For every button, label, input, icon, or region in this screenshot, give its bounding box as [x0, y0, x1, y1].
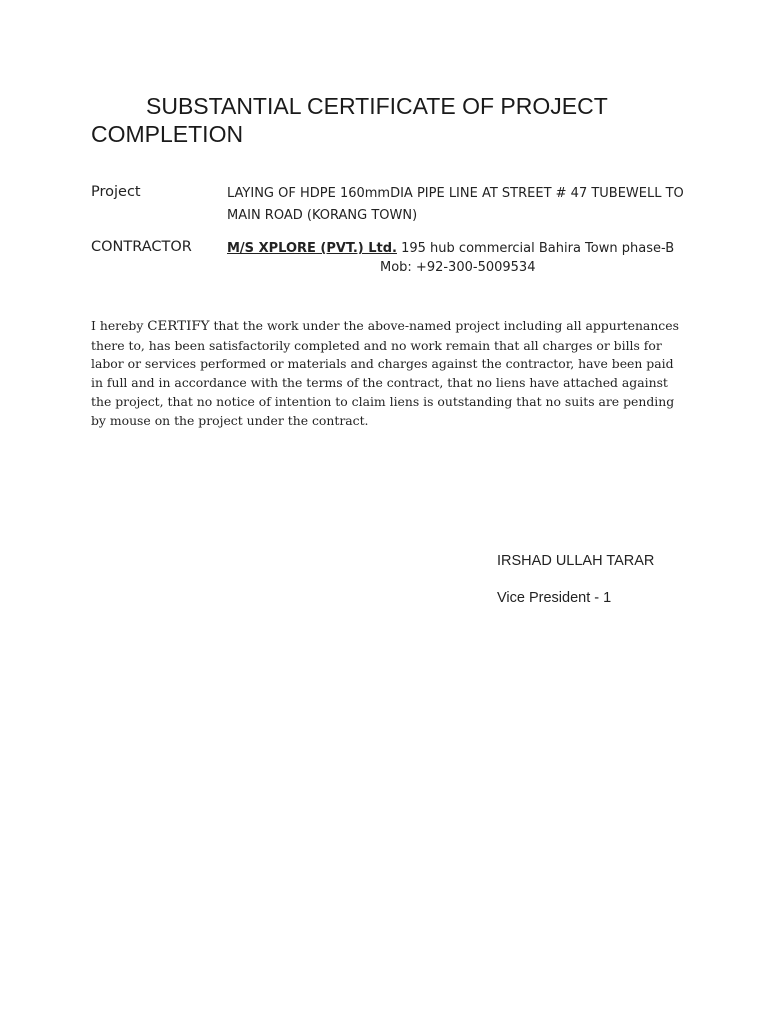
certification-paragraph [91, 317, 681, 430]
project-value [227, 183, 687, 227]
title-line-2: COMPLETION [91, 121, 244, 147]
contractor-mobile: Mob: +92-300-5009534 [380, 260, 536, 275]
project-value-line-1: LAYING OF HDPE 160mmDIA PIPE LINE AT STREET # 47 TUBEWELL TO [227, 186, 684, 201]
certification-intro: I hereby [91, 318, 148, 333]
title-line-1: SUBSTANTIAL CERTIFICATE OF PROJECT [146, 93, 608, 119]
project-label: Project [91, 184, 141, 200]
certification-body: that the work under the above-named project including all appurtenances there to, has been satisfactorily completed and no work remain that all charges or bills for labor or services performed or materials and charges against the contractor, have been paid in full and in accordance with the terms of the contract, that no liens have attached against the project, that no notice of intention to claim liens is outstanding that no suits are pending by mouse on the project under the contract. [91, 318, 679, 428]
certify-word: CERTIFY [147, 319, 210, 334]
contractor-label: CONTRACTOR [91, 239, 192, 255]
project-value-line-2: MAIN ROAD (KORANG TOWN) [227, 208, 418, 223]
contractor-address: 195 hub commercial Bahira Town phase-B [396, 241, 675, 256]
page-title [91, 92, 691, 148]
signatory-title: Vice President - 1 [497, 590, 612, 606]
contractor-name: M/S XPLORE (PVT.) Ltd. [227, 241, 397, 256]
contractor-value [227, 238, 687, 260]
signatory-name: IRSHAD ULLAH TARAR [497, 553, 655, 569]
